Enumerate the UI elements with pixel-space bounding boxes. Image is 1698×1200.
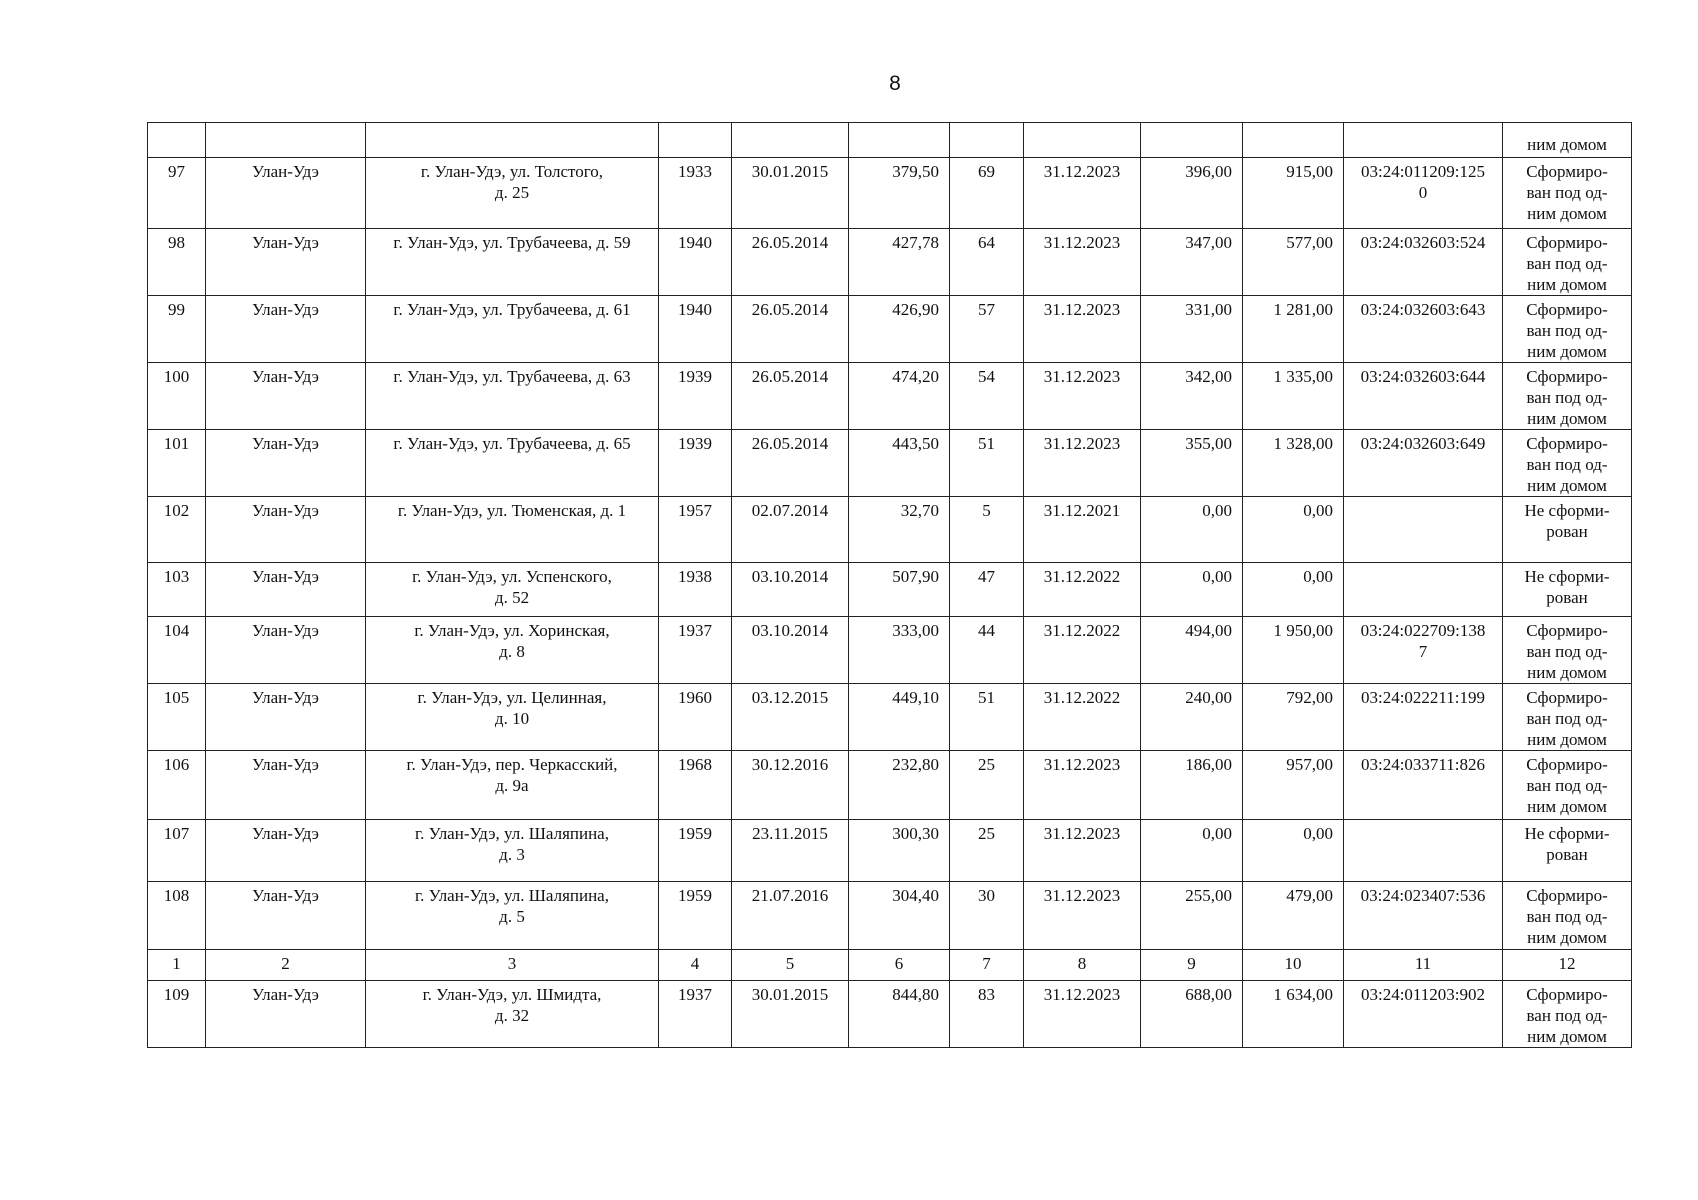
plot-area-cell: 915,00 <box>1243 158 1344 229</box>
area-cell: 426,90 <box>849 296 950 363</box>
table-row <box>148 229 1632 296</box>
address-cell: г. Улан-Удэ, ул. Шмидта, д. 32 <box>366 981 659 1048</box>
deadline-cell: 31.12.2023 <box>1024 229 1141 296</box>
cadastral-number-cell: 03:24:011209:125 0 <box>1344 158 1503 229</box>
address-cell: г. Улан-Удэ, ул. Трубачеева, д. 61 <box>366 296 659 363</box>
year-cell: 1937 <box>659 981 732 1048</box>
city-cell: Улан-Удэ <box>206 497 366 563</box>
address-cell: г. Улан-Удэ, ул. Толстого, д. 25 <box>366 158 659 229</box>
row-number-cell: 102 <box>148 497 206 563</box>
cadastral-number-cell: 03:24:023407:536 <box>1344 882 1503 950</box>
table-row <box>148 820 1632 882</box>
land-area-cell: 240,00 <box>1141 684 1243 751</box>
year-cell: 1959 <box>659 882 732 950</box>
residents-cell: 25 <box>950 751 1024 820</box>
plot-area-cell: 479,00 <box>1243 882 1344 950</box>
row-number-cell: 107 <box>148 820 206 882</box>
plot-area-cell: 1 328,00 <box>1243 430 1344 497</box>
city-cell: Улан-Удэ <box>206 430 366 497</box>
city-cell: Улан-Удэ <box>206 563 366 617</box>
page-number: 8 <box>889 72 901 95</box>
address-cell: г. Улан-Удэ, ул. Целинная, д. 10 <box>366 684 659 751</box>
table-row <box>148 296 1632 363</box>
plot-area-cell: 0,00 <box>1243 820 1344 882</box>
deadline-cell: 31.12.2022 <box>1024 563 1141 617</box>
deadline-cell: 31.12.2023 <box>1024 820 1141 882</box>
cadastral-number-cell: 03:24:032603:644 <box>1344 363 1503 430</box>
city-cell: Улан-Удэ <box>206 684 366 751</box>
deadline-cell: 31.12.2022 <box>1024 684 1141 751</box>
date-cell: 26.05.2014 <box>732 296 849 363</box>
year-cell: 1940 <box>659 296 732 363</box>
status-cell: Сформиро- ван под од- ним домом <box>1503 751 1632 820</box>
cadastral-number-cell: 03:24:022211:199 <box>1344 684 1503 751</box>
deadline-cell: 31.12.2023 <box>1024 158 1141 229</box>
address-cell: г. Улан-Удэ, ул. Трубачеева, д. 63 <box>366 363 659 430</box>
address-cell: г. Улан-Удэ, пер. Черкасский, д. 9а <box>366 751 659 820</box>
cadastral-number-cell: 03:24:022709:138 7 <box>1344 617 1503 684</box>
date-cell: 30.12.2016 <box>732 751 849 820</box>
land-area-cell: 255,00 <box>1141 882 1243 950</box>
column-number-cell: 9 <box>1141 950 1243 981</box>
row-number-cell: 98 <box>148 229 206 296</box>
area-cell: 32,70 <box>849 497 950 563</box>
cadastral-number-cell <box>1344 563 1503 617</box>
cadastral-number-cell: 03:24:033711:826 <box>1344 751 1503 820</box>
area-cell: 333,00 <box>849 617 950 684</box>
table-row <box>148 617 1632 684</box>
land-area-cell: 186,00 <box>1141 751 1243 820</box>
residents-cell: 83 <box>950 981 1024 1048</box>
address-cell: г. Улан-Удэ, ул. Трубачеева, д. 59 <box>366 229 659 296</box>
land-area-cell: 0,00 <box>1141 820 1243 882</box>
column-number-cell: 1 <box>148 950 206 981</box>
column-number-cell: 10 <box>1243 950 1344 981</box>
date-cell: 02.07.2014 <box>732 497 849 563</box>
residents-cell: 51 <box>950 684 1024 751</box>
city-cell: Улан-Удэ <box>206 617 366 684</box>
column-numbers-row <box>148 950 1632 981</box>
date-cell: 30.01.2015 <box>732 158 849 229</box>
cadastral-number-cell <box>1344 820 1503 882</box>
residents-cell: 64 <box>950 229 1024 296</box>
city-cell: Улан-Удэ <box>206 981 366 1048</box>
column-number-cell: 6 <box>849 950 950 981</box>
land-area-cell: 0,00 <box>1141 563 1243 617</box>
plot-area-cell: 1 950,00 <box>1243 617 1344 684</box>
status-cell: Сформиро- ван под од- ним домом <box>1503 684 1632 751</box>
area-cell: 379,50 <box>849 158 950 229</box>
plot-area-cell: 957,00 <box>1243 751 1344 820</box>
date-cell: 03.10.2014 <box>732 563 849 617</box>
table-row <box>148 684 1632 751</box>
status-cell: Не сформи- рован <box>1503 497 1632 563</box>
plot-area-cell: 1 634,00 <box>1243 981 1344 1048</box>
table-row <box>148 882 1632 950</box>
table-body <box>148 123 1632 1048</box>
area-cell: 474,20 <box>849 363 950 430</box>
year-cell: 1933 <box>659 158 732 229</box>
residents-cell: 54 <box>950 363 1024 430</box>
cadastral-number-cell <box>1344 497 1503 563</box>
plot-area-cell: 792,00 <box>1243 684 1344 751</box>
deadline-cell: 31.12.2023 <box>1024 430 1141 497</box>
column-number-cell: 8 <box>1024 950 1141 981</box>
city-cell: Улан-Удэ <box>206 229 366 296</box>
residents-cell: 30 <box>950 882 1024 950</box>
status-cell: Сформиро- ван под од- ним домом <box>1503 617 1632 684</box>
deadline-cell: 31.12.2023 <box>1024 751 1141 820</box>
row-number-cell: 103 <box>148 563 206 617</box>
date-cell: 26.05.2014 <box>732 229 849 296</box>
date-cell: 26.05.2014 <box>732 430 849 497</box>
status-cell: Сформиро- ван под од- ним домом <box>1503 981 1632 1048</box>
table-row <box>148 563 1632 617</box>
cadastral-number-cell: 03:24:032603:643 <box>1344 296 1503 363</box>
column-number-cell: 2 <box>206 950 366 981</box>
deadline-cell: 31.12.2023 <box>1024 296 1141 363</box>
row-number-cell: 105 <box>148 684 206 751</box>
year-cell: 1939 <box>659 430 732 497</box>
date-cell: 03.12.2015 <box>732 684 849 751</box>
residents-cell: 25 <box>950 820 1024 882</box>
residents-cell: 51 <box>950 430 1024 497</box>
column-number-cell: 7 <box>950 950 1024 981</box>
land-area-cell: 0,00 <box>1141 497 1243 563</box>
column-number-cell: 5 <box>732 950 849 981</box>
table-row <box>148 497 1632 563</box>
deadline-cell: 31.12.2023 <box>1024 882 1141 950</box>
deadline-cell: 31.12.2023 <box>1024 981 1141 1048</box>
status-cell: Сформиро- ван под од- ним домом <box>1503 430 1632 497</box>
plot-area-cell: 1 281,00 <box>1243 296 1344 363</box>
year-cell: 1960 <box>659 684 732 751</box>
plot-area-cell: 0,00 <box>1243 563 1344 617</box>
cadastral-number-cell: 03:24:032603:649 <box>1344 430 1503 497</box>
residents-cell: 47 <box>950 563 1024 617</box>
row-number-cell: 106 <box>148 751 206 820</box>
table-row <box>148 981 1632 1048</box>
row-number-cell: 97 <box>148 158 206 229</box>
land-area-cell: 688,00 <box>1141 981 1243 1048</box>
area-cell: 844,80 <box>849 981 950 1048</box>
status-cell: Сформиро- ван под од- ним домом <box>1503 296 1632 363</box>
city-cell: Улан-Удэ <box>206 296 366 363</box>
row-number-cell: 101 <box>148 430 206 497</box>
date-cell: 21.07.2016 <box>732 882 849 950</box>
city-cell: Улан-Удэ <box>206 158 366 229</box>
residents-cell: 57 <box>950 296 1024 363</box>
row-number-cell: 108 <box>148 882 206 950</box>
address-cell: г. Улан-Удэ, ул. Успенского, д. 52 <box>366 563 659 617</box>
land-area-cell: 347,00 <box>1141 229 1243 296</box>
year-cell: 1968 <box>659 751 732 820</box>
deadline-cell: 31.12.2023 <box>1024 363 1141 430</box>
date-cell: 30.01.2015 <box>732 981 849 1048</box>
residents-cell: 5 <box>950 497 1024 563</box>
table-row <box>148 751 1632 820</box>
address-cell: г. Улан-Удэ, ул. Трубачеева, д. 65 <box>366 430 659 497</box>
date-cell: 26.05.2014 <box>732 363 849 430</box>
area-cell: 443,50 <box>849 430 950 497</box>
status-cell: Сформиро- ван под од- ним домом <box>1503 363 1632 430</box>
residents-cell: 69 <box>950 158 1024 229</box>
plot-area-cell: 577,00 <box>1243 229 1344 296</box>
status-cell: Сформиро- ван под од- ним домом <box>1503 229 1632 296</box>
year-cell: 1938 <box>659 563 732 617</box>
continued-row <box>148 123 1632 158</box>
address-cell: г. Улан-Удэ, ул. Тюменская, д. 1 <box>366 497 659 563</box>
area-cell: 427,78 <box>849 229 950 296</box>
continued-status-cell: ним домом <box>1503 123 1632 158</box>
year-cell: 1937 <box>659 617 732 684</box>
plot-area-cell: 0,00 <box>1243 497 1344 563</box>
table-row <box>148 363 1632 430</box>
year-cell: 1957 <box>659 497 732 563</box>
address-cell: г. Улан-Удэ, ул. Шаляпина, д. 3 <box>366 820 659 882</box>
row-number-cell: 100 <box>148 363 206 430</box>
date-cell: 23.11.2015 <box>732 820 849 882</box>
column-number-cell: 12 <box>1503 950 1632 981</box>
area-cell: 300,30 <box>849 820 950 882</box>
column-number-cell: 3 <box>366 950 659 981</box>
land-area-cell: 494,00 <box>1141 617 1243 684</box>
status-cell: Не сформи- рован <box>1503 563 1632 617</box>
deadline-cell: 31.12.2022 <box>1024 617 1141 684</box>
cadastral-number-cell: 03:24:011203:902 <box>1344 981 1503 1048</box>
land-area-cell: 396,00 <box>1141 158 1243 229</box>
housing-registry-table <box>147 122 1632 1048</box>
status-cell: Не сформи- рован <box>1503 820 1632 882</box>
city-cell: Улан-Удэ <box>206 363 366 430</box>
table-row <box>148 430 1632 497</box>
column-number-cell: 11 <box>1344 950 1503 981</box>
residents-cell: 44 <box>950 617 1024 684</box>
status-cell: Сформиро- ван под од- ним домом <box>1503 158 1632 229</box>
area-cell: 507,90 <box>849 563 950 617</box>
row-number-cell: 109 <box>148 981 206 1048</box>
row-number-cell: 104 <box>148 617 206 684</box>
city-cell: Улан-Удэ <box>206 820 366 882</box>
city-cell: Улан-Удэ <box>206 751 366 820</box>
address-cell: г. Улан-Удэ, ул. Шаляпина, д. 5 <box>366 882 659 950</box>
city-cell: Улан-Удэ <box>206 882 366 950</box>
column-number-cell: 4 <box>659 950 732 981</box>
land-area-cell: 355,00 <box>1141 430 1243 497</box>
area-cell: 232,80 <box>849 751 950 820</box>
area-cell: 449,10 <box>849 684 950 751</box>
table-row <box>148 158 1632 229</box>
plot-area-cell: 1 335,00 <box>1243 363 1344 430</box>
cadastral-number-cell: 03:24:032603:524 <box>1344 229 1503 296</box>
deadline-cell: 31.12.2021 <box>1024 497 1141 563</box>
land-area-cell: 331,00 <box>1141 296 1243 363</box>
year-cell: 1959 <box>659 820 732 882</box>
year-cell: 1940 <box>659 229 732 296</box>
address-cell: г. Улан-Удэ, ул. Хоринская, д. 8 <box>366 617 659 684</box>
land-area-cell: 342,00 <box>1141 363 1243 430</box>
area-cell: 304,40 <box>849 882 950 950</box>
status-cell: Сформиро- ван под од- ним домом <box>1503 882 1632 950</box>
row-number-cell: 99 <box>148 296 206 363</box>
date-cell: 03.10.2014 <box>732 617 849 684</box>
year-cell: 1939 <box>659 363 732 430</box>
